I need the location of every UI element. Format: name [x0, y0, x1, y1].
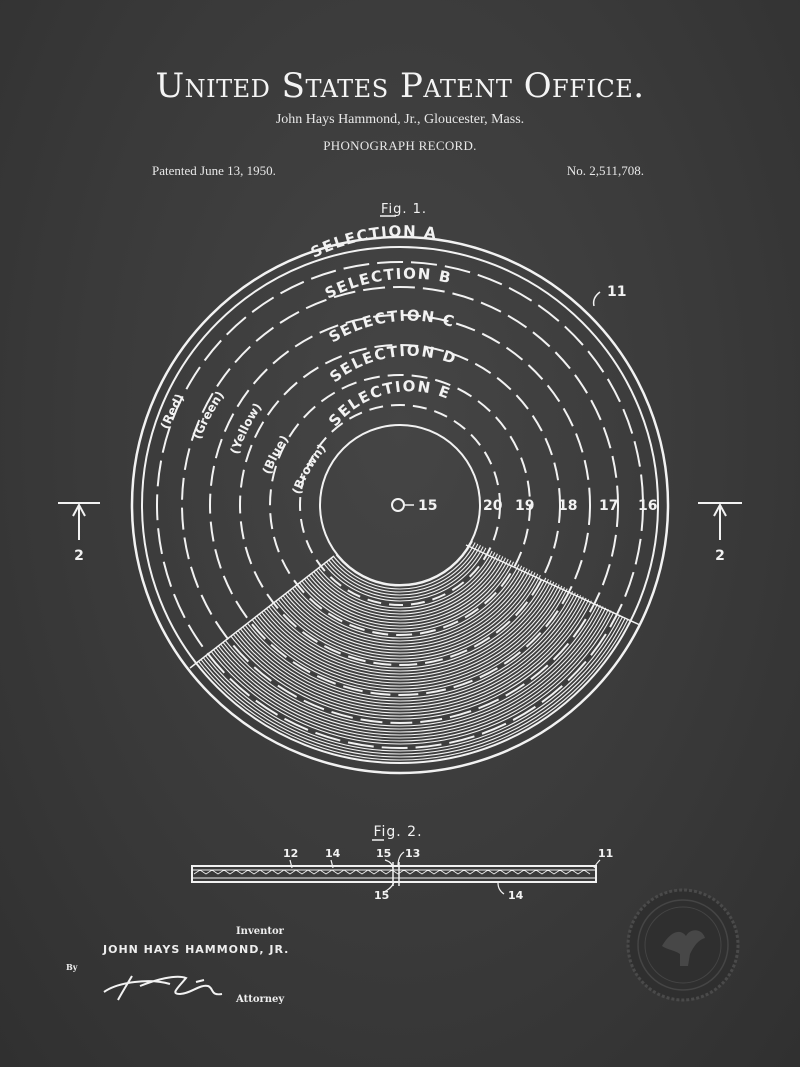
- by-label: By: [66, 962, 78, 972]
- selection-c-label: SELECTION C: [325, 306, 458, 347]
- invention-title: PHONOGRAPH RECORD.: [323, 138, 477, 153]
- ref-16: 16: [638, 498, 658, 514]
- attorney-signature: [104, 976, 222, 1000]
- fig1-label: Fig. 1.: [380, 202, 428, 217]
- color-brown-label: (Brown): [289, 441, 329, 496]
- inventor-name: JOHN HAYS HAMMOND, JR.: [103, 943, 290, 956]
- ref-20: 20: [483, 498, 503, 514]
- color-green-label: (Green): [189, 388, 227, 442]
- ref-11: 11: [607, 284, 627, 300]
- ref-19: 19: [515, 498, 535, 514]
- fig2-ref-14-top: 14: [325, 847, 341, 860]
- spindle-hole: [392, 499, 404, 511]
- fig2-ref-15-bottom: 15: [374, 889, 390, 902]
- fig2-ref-15-top: 15: [376, 847, 392, 860]
- office-title: United States Patent Office.: [155, 66, 645, 106]
- ref-17: 17: [599, 498, 619, 514]
- fig2-ref-13: 13: [405, 847, 421, 860]
- selection-d-label: SELECTION D: [326, 341, 460, 387]
- patent-seal: [628, 890, 738, 1000]
- fig2-ref-11: 11: [598, 847, 614, 860]
- color-yellow-label: (Yellow): [227, 400, 265, 456]
- color-red-label: (Red): [157, 391, 187, 432]
- section-mark-left: 2: [74, 548, 84, 564]
- ref-18: 18: [558, 498, 578, 514]
- fig2-label: Fig. 2.: [373, 824, 423, 840]
- fig2-ref-12: 12: [283, 847, 299, 860]
- patent-number: No. 2,511,708.: [566, 163, 644, 178]
- color-blue-label: (Blue): [259, 432, 292, 477]
- inventor-label: Inventor: [236, 926, 284, 937]
- fig2-ref-14-bottom: 14: [508, 889, 524, 902]
- selection-b-label: SELECTION B: [321, 264, 454, 303]
- ref-15: 15: [418, 498, 438, 514]
- section-mark-right: 2: [715, 548, 725, 564]
- inventor-line: John Hays Hammond, Jr., Gloucester, Mass.: [275, 112, 525, 127]
- patent-date: Patented June 13, 1950.: [152, 163, 276, 178]
- selection-a-label: SELECTION A: [307, 222, 439, 262]
- attorney-label: Attorney: [236, 994, 285, 1005]
- selection-e-label: SELECTION E: [324, 377, 454, 430]
